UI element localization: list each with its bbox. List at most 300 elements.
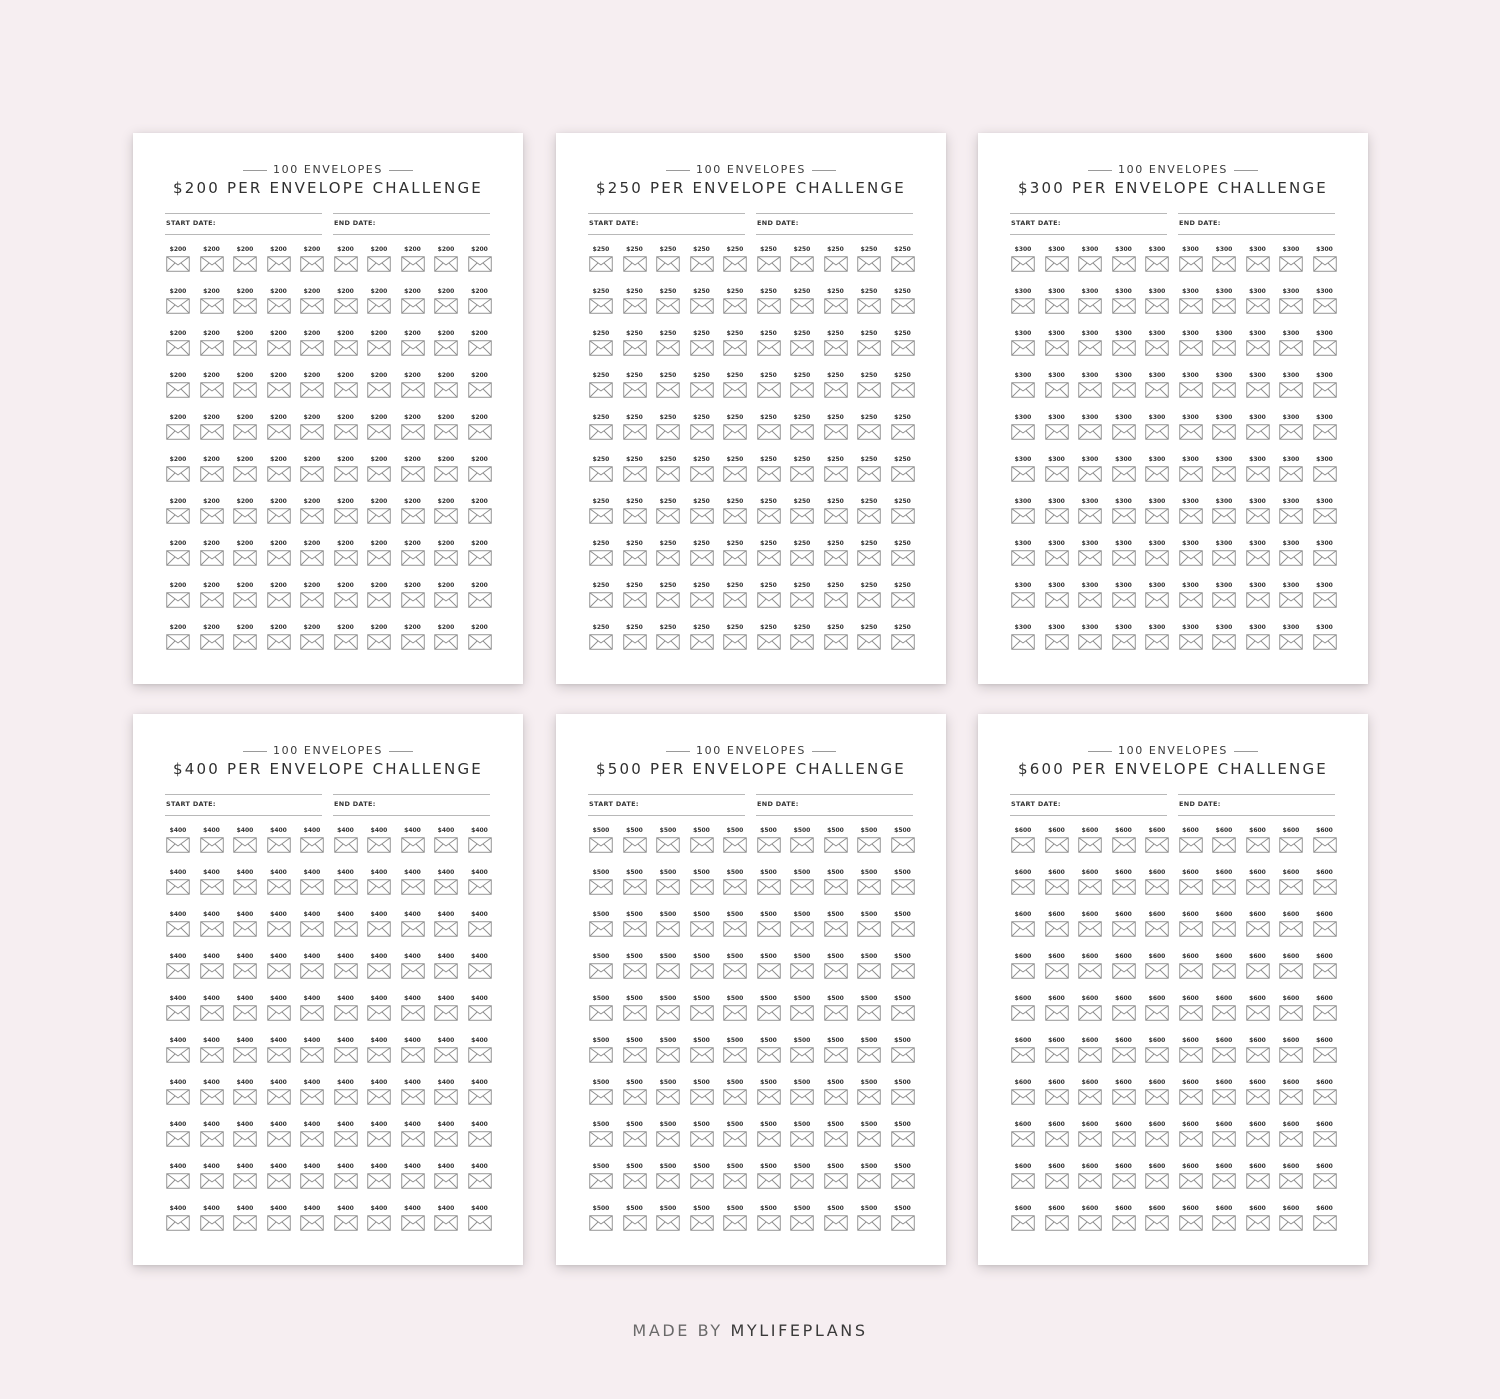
envelope-cell[interactable] xyxy=(1008,414,1038,444)
envelope-cell[interactable] xyxy=(163,498,193,528)
envelope-cell[interactable] xyxy=(197,540,227,570)
envelope-cell[interactable] xyxy=(264,624,294,654)
envelope-cell[interactable] xyxy=(431,1079,461,1109)
envelope-cell[interactable] xyxy=(854,1205,884,1235)
envelope-cell[interactable] xyxy=(1276,582,1306,612)
envelope-cell[interactable] xyxy=(1176,953,1206,983)
envelope-cell[interactable] xyxy=(297,995,327,1025)
envelope-cell[interactable] xyxy=(653,330,683,360)
envelope-cell[interactable] xyxy=(1008,869,1038,899)
envelope-cell[interactable] xyxy=(754,414,784,444)
envelope-cell[interactable] xyxy=(687,246,717,276)
envelope-cell[interactable] xyxy=(787,498,817,528)
envelope-cell[interactable] xyxy=(1109,1205,1139,1235)
envelope-cell[interactable] xyxy=(687,1037,717,1067)
envelope-cell[interactable] xyxy=(620,330,650,360)
envelope-cell[interactable] xyxy=(364,1163,394,1193)
envelope-cell[interactable] xyxy=(1075,624,1105,654)
envelope-cell[interactable] xyxy=(888,827,918,857)
envelope-cell[interactable] xyxy=(821,372,851,402)
envelope-cell[interactable] xyxy=(1109,1079,1139,1109)
envelope-cell[interactable] xyxy=(821,1037,851,1067)
envelope-cell[interactable] xyxy=(297,1037,327,1067)
envelope-cell[interactable] xyxy=(465,953,495,983)
envelope-cell[interactable] xyxy=(1075,1079,1105,1109)
envelope-cell[interactable] xyxy=(264,827,294,857)
envelope-cell[interactable] xyxy=(264,1121,294,1151)
envelope-cell[interactable] xyxy=(854,1079,884,1109)
envelope-cell[interactable] xyxy=(787,372,817,402)
envelope-cell[interactable] xyxy=(1008,1205,1038,1235)
envelope-cell[interactable] xyxy=(1243,911,1273,941)
end-date-field[interactable] xyxy=(1178,794,1335,816)
envelope-cell[interactable] xyxy=(431,414,461,444)
envelope-cell[interactable] xyxy=(1276,911,1306,941)
envelope-cell[interactable] xyxy=(888,911,918,941)
envelope-cell[interactable] xyxy=(331,995,361,1025)
envelope-cell[interactable] xyxy=(1310,540,1340,570)
envelope-cell[interactable] xyxy=(1209,624,1239,654)
envelope-cell[interactable] xyxy=(398,1079,428,1109)
envelope-cell[interactable] xyxy=(754,827,784,857)
envelope-cell[interactable] xyxy=(1142,1037,1172,1067)
envelope-cell[interactable] xyxy=(821,246,851,276)
envelope-cell[interactable] xyxy=(1075,1121,1105,1151)
envelope-cell[interactable] xyxy=(1276,372,1306,402)
envelope-cell[interactable] xyxy=(754,869,784,899)
envelope-cell[interactable] xyxy=(431,624,461,654)
envelope-cell[interactable] xyxy=(1176,1079,1206,1109)
envelope-cell[interactable] xyxy=(197,953,227,983)
envelope-cell[interactable] xyxy=(197,246,227,276)
envelope-cell[interactable] xyxy=(364,540,394,570)
envelope-cell[interactable] xyxy=(1142,414,1172,444)
envelope-cell[interactable] xyxy=(1310,1163,1340,1193)
envelope-cell[interactable] xyxy=(1142,1205,1172,1235)
envelope-cell[interactable] xyxy=(1042,372,1072,402)
envelope-cell[interactable] xyxy=(331,1205,361,1235)
envelope-cell[interactable] xyxy=(821,827,851,857)
envelope-cell[interactable] xyxy=(1142,372,1172,402)
envelope-cell[interactable] xyxy=(1243,624,1273,654)
envelope-cell[interactable] xyxy=(398,1163,428,1193)
envelope-cell[interactable] xyxy=(720,456,750,486)
envelope-cell[interactable] xyxy=(653,1205,683,1235)
envelope-cell[interactable] xyxy=(1008,246,1038,276)
envelope-cell[interactable] xyxy=(620,246,650,276)
envelope-cell[interactable] xyxy=(297,246,327,276)
end-date-field[interactable] xyxy=(756,794,913,816)
envelope-cell[interactable] xyxy=(431,582,461,612)
envelope-cell[interactable] xyxy=(653,414,683,444)
envelope-cell[interactable] xyxy=(754,995,784,1025)
envelope-cell[interactable] xyxy=(720,330,750,360)
envelope-cell[interactable] xyxy=(197,1121,227,1151)
envelope-cell[interactable] xyxy=(331,953,361,983)
envelope-cell[interactable] xyxy=(1142,540,1172,570)
envelope-cell[interactable] xyxy=(1310,624,1340,654)
envelope-cell[interactable] xyxy=(586,456,616,486)
envelope-cell[interactable] xyxy=(1209,1121,1239,1151)
envelope-cell[interactable] xyxy=(230,288,260,318)
envelope-cell[interactable] xyxy=(1142,953,1172,983)
envelope-cell[interactable] xyxy=(754,372,784,402)
envelope-cell[interactable] xyxy=(1042,288,1072,318)
envelope-cell[interactable] xyxy=(888,1037,918,1067)
envelope-cell[interactable] xyxy=(1209,911,1239,941)
envelope-cell[interactable] xyxy=(888,995,918,1025)
envelope-cell[interactable] xyxy=(1042,1205,1072,1235)
envelope-cell[interactable] xyxy=(264,869,294,899)
envelope-cell[interactable] xyxy=(1109,624,1139,654)
envelope-cell[interactable] xyxy=(687,1163,717,1193)
envelope-cell[interactable] xyxy=(197,1205,227,1235)
envelope-cell[interactable] xyxy=(854,414,884,444)
envelope-cell[interactable] xyxy=(364,372,394,402)
envelope-cell[interactable] xyxy=(787,1121,817,1151)
envelope-cell[interactable] xyxy=(1176,869,1206,899)
envelope-cell[interactable] xyxy=(821,953,851,983)
envelope-cell[interactable] xyxy=(1142,582,1172,612)
envelope-cell[interactable] xyxy=(1276,1121,1306,1151)
envelope-cell[interactable] xyxy=(297,1121,327,1151)
envelope-cell[interactable] xyxy=(620,911,650,941)
envelope-cell[interactable] xyxy=(754,582,784,612)
envelope-cell[interactable] xyxy=(720,540,750,570)
envelope-cell[interactable] xyxy=(230,911,260,941)
envelope-cell[interactable] xyxy=(431,995,461,1025)
envelope-cell[interactable] xyxy=(720,995,750,1025)
envelope-cell[interactable] xyxy=(297,372,327,402)
envelope-cell[interactable] xyxy=(197,995,227,1025)
envelope-cell[interactable] xyxy=(163,911,193,941)
envelope-cell[interactable] xyxy=(1042,1163,1072,1193)
envelope-cell[interactable] xyxy=(787,414,817,444)
envelope-cell[interactable] xyxy=(264,911,294,941)
envelope-cell[interactable] xyxy=(364,414,394,444)
envelope-cell[interactable] xyxy=(1276,995,1306,1025)
envelope-cell[interactable] xyxy=(1075,582,1105,612)
envelope-cell[interactable] xyxy=(163,582,193,612)
envelope-cell[interactable] xyxy=(1243,414,1273,444)
envelope-cell[interactable] xyxy=(1243,1037,1273,1067)
envelope-cell[interactable] xyxy=(431,827,461,857)
envelope-cell[interactable] xyxy=(1243,1121,1273,1151)
envelope-cell[interactable] xyxy=(297,330,327,360)
envelope-cell[interactable] xyxy=(1243,372,1273,402)
envelope-cell[interactable] xyxy=(1243,246,1273,276)
envelope-cell[interactable] xyxy=(787,246,817,276)
envelope-cell[interactable] xyxy=(653,624,683,654)
envelope-cell[interactable] xyxy=(754,1121,784,1151)
envelope-cell[interactable] xyxy=(1276,1163,1306,1193)
envelope-cell[interactable] xyxy=(754,1205,784,1235)
envelope-cell[interactable] xyxy=(787,995,817,1025)
envelope-cell[interactable] xyxy=(431,246,461,276)
envelope-cell[interactable] xyxy=(364,624,394,654)
envelope-cell[interactable] xyxy=(1176,246,1206,276)
envelope-cell[interactable] xyxy=(1109,869,1139,899)
envelope-cell[interactable] xyxy=(1042,540,1072,570)
envelope-cell[interactable] xyxy=(398,911,428,941)
envelope-cell[interactable] xyxy=(586,288,616,318)
envelope-cell[interactable] xyxy=(620,1121,650,1151)
envelope-cell[interactable] xyxy=(586,995,616,1025)
envelope-cell[interactable] xyxy=(821,869,851,899)
envelope-cell[interactable] xyxy=(586,911,616,941)
envelope-cell[interactable] xyxy=(431,540,461,570)
envelope-cell[interactable] xyxy=(888,540,918,570)
envelope-cell[interactable] xyxy=(1276,498,1306,528)
envelope-cell[interactable] xyxy=(163,953,193,983)
envelope-cell[interactable] xyxy=(1142,1079,1172,1109)
envelope-cell[interactable] xyxy=(1042,456,1072,486)
envelope-cell[interactable] xyxy=(465,414,495,444)
envelope-cell[interactable] xyxy=(888,456,918,486)
envelope-cell[interactable] xyxy=(331,1163,361,1193)
envelope-cell[interactable] xyxy=(297,1205,327,1235)
envelope-cell[interactable] xyxy=(1209,456,1239,486)
envelope-cell[interactable] xyxy=(465,540,495,570)
envelope-cell[interactable] xyxy=(720,582,750,612)
envelope-cell[interactable] xyxy=(331,827,361,857)
envelope-cell[interactable] xyxy=(1243,827,1273,857)
envelope-cell[interactable] xyxy=(1109,995,1139,1025)
envelope-cell[interactable] xyxy=(787,953,817,983)
envelope-cell[interactable] xyxy=(1075,372,1105,402)
envelope-cell[interactable] xyxy=(720,953,750,983)
envelope-cell[interactable] xyxy=(297,911,327,941)
envelope-cell[interactable] xyxy=(465,1079,495,1109)
envelope-cell[interactable] xyxy=(888,582,918,612)
envelope-cell[interactable] xyxy=(821,624,851,654)
envelope-cell[interactable] xyxy=(754,1163,784,1193)
envelope-cell[interactable] xyxy=(1008,498,1038,528)
envelope-cell[interactable] xyxy=(264,498,294,528)
envelope-cell[interactable] xyxy=(754,1037,784,1067)
envelope-cell[interactable] xyxy=(754,288,784,318)
envelope-cell[interactable] xyxy=(264,414,294,444)
envelope-cell[interactable] xyxy=(1142,624,1172,654)
envelope-cell[interactable] xyxy=(1209,288,1239,318)
envelope-cell[interactable] xyxy=(230,372,260,402)
envelope-cell[interactable] xyxy=(888,246,918,276)
envelope-cell[interactable] xyxy=(888,1205,918,1235)
envelope-cell[interactable] xyxy=(1310,456,1340,486)
envelope-cell[interactable] xyxy=(398,372,428,402)
envelope-cell[interactable] xyxy=(1209,414,1239,444)
envelope-cell[interactable] xyxy=(364,246,394,276)
envelope-cell[interactable] xyxy=(331,582,361,612)
envelope-cell[interactable] xyxy=(687,1079,717,1109)
envelope-cell[interactable] xyxy=(1176,582,1206,612)
envelope-cell[interactable] xyxy=(1176,1121,1206,1151)
envelope-cell[interactable] xyxy=(1243,1205,1273,1235)
envelope-cell[interactable] xyxy=(1276,288,1306,318)
envelope-cell[interactable] xyxy=(620,456,650,486)
envelope-cell[interactable] xyxy=(163,1121,193,1151)
envelope-cell[interactable] xyxy=(888,1079,918,1109)
envelope-cell[interactable] xyxy=(1142,995,1172,1025)
envelope-cell[interactable] xyxy=(586,827,616,857)
envelope-cell[interactable] xyxy=(1209,1037,1239,1067)
envelope-cell[interactable] xyxy=(854,624,884,654)
envelope-cell[interactable] xyxy=(888,288,918,318)
envelope-cell[interactable] xyxy=(1243,540,1273,570)
envelope-cell[interactable] xyxy=(787,330,817,360)
end-date-field[interactable] xyxy=(333,794,490,816)
envelope-cell[interactable] xyxy=(163,372,193,402)
envelope-cell[interactable] xyxy=(1042,995,1072,1025)
envelope-cell[interactable] xyxy=(1142,869,1172,899)
envelope-cell[interactable] xyxy=(230,498,260,528)
envelope-cell[interactable] xyxy=(331,624,361,654)
envelope-cell[interactable] xyxy=(1276,414,1306,444)
envelope-cell[interactable] xyxy=(754,953,784,983)
envelope-cell[interactable] xyxy=(888,372,918,402)
envelope-cell[interactable] xyxy=(1008,582,1038,612)
envelope-cell[interactable] xyxy=(364,498,394,528)
envelope-cell[interactable] xyxy=(465,1037,495,1067)
envelope-cell[interactable] xyxy=(754,246,784,276)
envelope-cell[interactable] xyxy=(586,1079,616,1109)
envelope-cell[interactable] xyxy=(888,869,918,899)
envelope-cell[interactable] xyxy=(398,995,428,1025)
envelope-cell[interactable] xyxy=(687,288,717,318)
envelope-cell[interactable] xyxy=(720,1121,750,1151)
envelope-cell[interactable] xyxy=(787,540,817,570)
envelope-cell[interactable] xyxy=(586,414,616,444)
envelope-cell[interactable] xyxy=(1310,911,1340,941)
envelope-cell[interactable] xyxy=(586,498,616,528)
envelope-cell[interactable] xyxy=(398,414,428,444)
envelope-cell[interactable] xyxy=(1243,995,1273,1025)
envelope-cell[interactable] xyxy=(331,330,361,360)
envelope-cell[interactable] xyxy=(888,624,918,654)
envelope-cell[interactable] xyxy=(431,953,461,983)
envelope-cell[interactable] xyxy=(754,456,784,486)
envelope-cell[interactable] xyxy=(1075,288,1105,318)
envelope-cell[interactable] xyxy=(197,498,227,528)
envelope-cell[interactable] xyxy=(1310,1205,1340,1235)
envelope-cell[interactable] xyxy=(821,1163,851,1193)
envelope-cell[interactable] xyxy=(431,498,461,528)
envelope-cell[interactable] xyxy=(297,414,327,444)
envelope-cell[interactable] xyxy=(465,995,495,1025)
envelope-cell[interactable] xyxy=(230,1205,260,1235)
envelope-cell[interactable] xyxy=(197,1079,227,1109)
envelope-cell[interactable] xyxy=(653,246,683,276)
envelope-cell[interactable] xyxy=(264,995,294,1025)
envelope-cell[interactable] xyxy=(821,995,851,1025)
envelope-cell[interactable] xyxy=(821,456,851,486)
envelope-cell[interactable] xyxy=(264,1079,294,1109)
envelope-cell[interactable] xyxy=(230,1121,260,1151)
envelope-cell[interactable] xyxy=(586,953,616,983)
envelope-cell[interactable] xyxy=(163,414,193,444)
envelope-cell[interactable] xyxy=(465,1163,495,1193)
envelope-cell[interactable] xyxy=(1209,540,1239,570)
envelope-cell[interactable] xyxy=(720,498,750,528)
envelope-cell[interactable] xyxy=(431,1163,461,1193)
envelope-cell[interactable] xyxy=(431,330,461,360)
envelope-cell[interactable] xyxy=(1042,246,1072,276)
envelope-cell[interactable] xyxy=(1176,1163,1206,1193)
envelope-cell[interactable] xyxy=(163,540,193,570)
envelope-cell[interactable] xyxy=(888,414,918,444)
envelope-cell[interactable] xyxy=(197,624,227,654)
envelope-cell[interactable] xyxy=(1008,953,1038,983)
envelope-cell[interactable] xyxy=(331,372,361,402)
envelope-cell[interactable] xyxy=(230,1163,260,1193)
envelope-cell[interactable] xyxy=(1109,1163,1139,1193)
envelope-cell[interactable] xyxy=(1176,911,1206,941)
envelope-cell[interactable] xyxy=(787,1205,817,1235)
envelope-cell[interactable] xyxy=(720,911,750,941)
envelope-cell[interactable] xyxy=(854,372,884,402)
envelope-cell[interactable] xyxy=(754,330,784,360)
envelope-cell[interactable] xyxy=(1176,624,1206,654)
envelope-cell[interactable] xyxy=(197,372,227,402)
envelope-cell[interactable] xyxy=(720,288,750,318)
envelope-cell[interactable] xyxy=(1008,1163,1038,1193)
envelope-cell[interactable] xyxy=(586,1037,616,1067)
envelope-cell[interactable] xyxy=(230,456,260,486)
envelope-cell[interactable] xyxy=(398,1205,428,1235)
envelope-cell[interactable] xyxy=(653,953,683,983)
envelope-cell[interactable] xyxy=(720,1163,750,1193)
envelope-cell[interactable] xyxy=(1075,540,1105,570)
envelope-cell[interactable] xyxy=(653,1163,683,1193)
envelope-cell[interactable] xyxy=(687,911,717,941)
envelope-cell[interactable] xyxy=(1209,953,1239,983)
envelope-cell[interactable] xyxy=(1109,911,1139,941)
envelope-cell[interactable] xyxy=(854,540,884,570)
envelope-cell[interactable] xyxy=(465,498,495,528)
envelope-cell[interactable] xyxy=(1075,953,1105,983)
envelope-cell[interactable] xyxy=(720,1037,750,1067)
envelope-cell[interactable] xyxy=(620,372,650,402)
envelope-cell[interactable] xyxy=(1142,288,1172,318)
envelope-cell[interactable] xyxy=(620,288,650,318)
envelope-cell[interactable] xyxy=(787,827,817,857)
envelope-cell[interactable] xyxy=(1310,1037,1340,1067)
envelope-cell[interactable] xyxy=(620,540,650,570)
envelope-cell[interactable] xyxy=(821,330,851,360)
envelope-cell[interactable] xyxy=(398,1121,428,1151)
envelope-cell[interactable] xyxy=(720,624,750,654)
envelope-cell[interactable] xyxy=(1209,246,1239,276)
start-date-field[interactable] xyxy=(165,794,322,816)
envelope-cell[interactable] xyxy=(687,540,717,570)
envelope-cell[interactable] xyxy=(586,372,616,402)
envelope-cell[interactable] xyxy=(1042,1037,1072,1067)
envelope-cell[interactable] xyxy=(1008,372,1038,402)
envelope-cell[interactable] xyxy=(687,953,717,983)
envelope-cell[interactable] xyxy=(1243,1163,1273,1193)
envelope-cell[interactable] xyxy=(1310,1121,1340,1151)
envelope-cell[interactable] xyxy=(888,953,918,983)
envelope-cell[interactable] xyxy=(264,330,294,360)
envelope-cell[interactable] xyxy=(398,1037,428,1067)
envelope-cell[interactable] xyxy=(687,372,717,402)
envelope-cell[interactable] xyxy=(163,827,193,857)
envelope-cell[interactable] xyxy=(1176,456,1206,486)
envelope-cell[interactable] xyxy=(854,995,884,1025)
envelope-cell[interactable] xyxy=(297,827,327,857)
envelope-cell[interactable] xyxy=(364,953,394,983)
envelope-cell[interactable] xyxy=(431,288,461,318)
